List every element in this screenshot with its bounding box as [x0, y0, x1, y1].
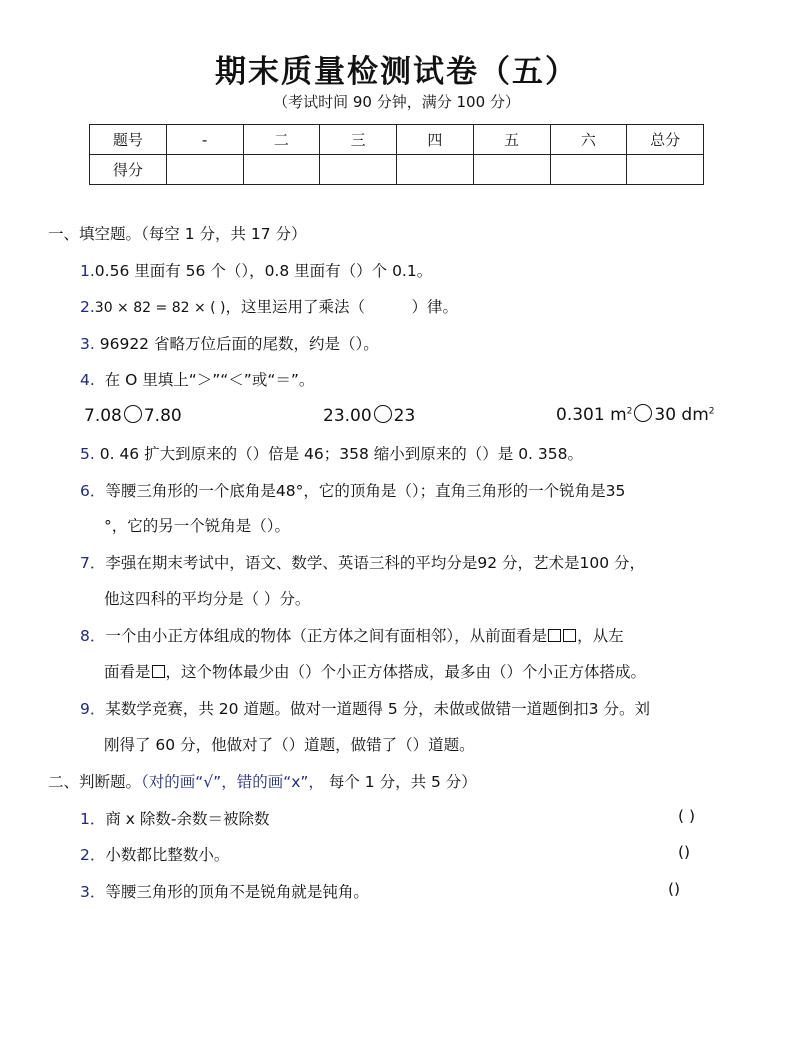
unit-exponent: 2 — [708, 406, 715, 417]
question-text: 某数学竞赛，共 20 道题。做对一道题得 5 分，未做或做错一道题倒扣3 分。刘 — [105, 700, 650, 718]
section1-heading-note: （每空 1 分，共 17 分） — [141, 225, 307, 243]
compare-right: 7.80 — [143, 406, 182, 426]
unit-exponent: 2 — [626, 406, 633, 417]
question-number: 5. — [80, 445, 95, 463]
question-text: 李强在期末考试中，语文、数学、英语三科的平均分是92 分，艺术是100 分， — [105, 554, 646, 572]
square-icon — [548, 629, 561, 642]
score-table-cell: 二 — [243, 125, 320, 155]
judge-item-3 — [80, 880, 369, 902]
question-7-continued: 他这四科的平均分是（ ）分。 — [104, 590, 311, 608]
question-text: 在 O 里填上“＞”“＜”或“＝”。 — [104, 371, 315, 389]
question-text: 0.56 里面有 56 个（），0.8 里面有（）个 0.1。 — [94, 262, 433, 280]
question-6 — [80, 479, 625, 501]
question-8 — [80, 624, 624, 646]
question-3 — [80, 332, 379, 354]
question-text: 等腰三角形的顶角不是锐角就是钝角。 — [105, 883, 369, 901]
question-number: 9． — [80, 700, 106, 718]
question-text: 等腰三角形的一个底角是48°，它的顶角是（）；直角三角形的一个锐角是35 — [105, 482, 626, 500]
question-number: 3. — [80, 335, 95, 353]
section2-heading-note: （对的画“√”，错的画“x”， — [141, 773, 324, 791]
score-table-cell: 四 — [397, 125, 474, 155]
compare-circle-icon[interactable] — [124, 405, 142, 423]
question-2 — [80, 295, 458, 317]
question-text: 96922 省略万位后面的尾数，约是（）。 — [99, 335, 379, 353]
section1-heading — [48, 222, 307, 244]
question-number: 3． — [80, 883, 106, 901]
question-formula: 30 × 82 = 82 × ( ) — [94, 300, 226, 316]
score-entry-cell[interactable] — [550, 155, 627, 185]
section2-heading — [48, 770, 477, 792]
score-entry-cell[interactable] — [320, 155, 397, 185]
square-icon — [563, 629, 576, 642]
score-entry-cell[interactable] — [473, 155, 550, 185]
question-1 — [80, 259, 432, 281]
question-text: 一个由小正方体组成的物体（正方体之间有面相邻），从前面看是 — [105, 627, 548, 645]
score-table-cell: - — [166, 125, 243, 155]
question-number: 6． — [80, 482, 106, 500]
compare-circle-icon[interactable] — [634, 404, 652, 422]
score-table-cell: 六 — [550, 125, 627, 155]
compare-left: 0.301 m — [556, 405, 627, 425]
score-table-cell: 题号 — [90, 125, 167, 155]
compare-circle-icon[interactable] — [374, 405, 392, 423]
compare-right: 30 dm — [654, 405, 709, 425]
section1-heading-main: 一、填空题。 — [48, 225, 142, 243]
question-number: 1. — [80, 262, 95, 280]
question-text: ，这个物体最少由（）个小正方体搭成，最多由（）个小正方体搭成。 — [165, 663, 647, 681]
score-table-header-row — [90, 125, 704, 155]
question-text: ，这里运用了乘法（ ）律。 — [225, 298, 459, 316]
question-9-continued: 刚得了 60 分，他做对了（）道题，做错了（）道题。 — [104, 736, 475, 754]
question-5 — [80, 442, 583, 464]
question-number: 1． — [80, 810, 106, 828]
compare-item-1 — [84, 405, 182, 426]
score-entry-cell[interactable] — [243, 155, 320, 185]
answer-bracket[interactable]: () — [668, 880, 681, 898]
score-table — [89, 124, 704, 185]
score-entry-cell[interactable] — [627, 155, 704, 185]
question-text: ，从左 — [577, 627, 624, 645]
score-table-cell: 五 — [473, 125, 550, 155]
page-title: 期末质量检测试卷（五） — [215, 54, 578, 90]
score-entry-cell[interactable] — [166, 155, 243, 185]
score-entry-cell[interactable] — [397, 155, 474, 185]
compare-left: 7.08 — [84, 406, 122, 426]
question-number: 2． — [80, 846, 106, 864]
question-8-continued — [104, 660, 646, 682]
question-number: 8． — [80, 627, 106, 645]
question-text: 面看是 — [104, 663, 151, 681]
question-text: 商 x 除数-余数＝被除数 — [105, 810, 270, 828]
question-number: 7． — [80, 554, 106, 572]
question-text: 小数都比整数小。 — [105, 846, 230, 864]
question-6-continued: °，它的另一个锐角是（）。 — [104, 517, 291, 535]
score-table-cell: 总分 — [627, 125, 704, 155]
section2-heading-main: 二、判断题。 — [48, 773, 142, 791]
score-table-cell: 得分 — [90, 155, 167, 185]
answer-bracket[interactable]: ( ) — [678, 807, 696, 825]
compare-left: 23.00 — [323, 406, 372, 426]
question-9 — [80, 697, 650, 719]
compare-item-2 — [323, 405, 415, 426]
judge-item-2 — [80, 843, 229, 865]
compare-item-3 — [556, 404, 715, 425]
score-table-cell: 三 — [320, 125, 397, 155]
answer-bracket[interactable]: () — [678, 843, 691, 861]
section2-heading-tail: 每个 1 分，共 5 分） — [328, 773, 477, 791]
judge-item-1 — [80, 807, 270, 829]
question-number: 2. — [80, 298, 95, 316]
question-text: 0. 46 扩大到原来的（）倍是 46；358 缩小到原来的（）是 0. 358。 — [99, 445, 583, 463]
compare-right: 23 — [393, 406, 416, 426]
question-7 — [80, 551, 645, 573]
question-number: 4. — [80, 371, 95, 389]
page-subtitle: （考试时间 90 分钟，满分 100 分） — [273, 93, 520, 111]
question-4 — [80, 368, 314, 390]
square-icon — [152, 665, 165, 678]
score-table-score-row — [90, 155, 704, 185]
